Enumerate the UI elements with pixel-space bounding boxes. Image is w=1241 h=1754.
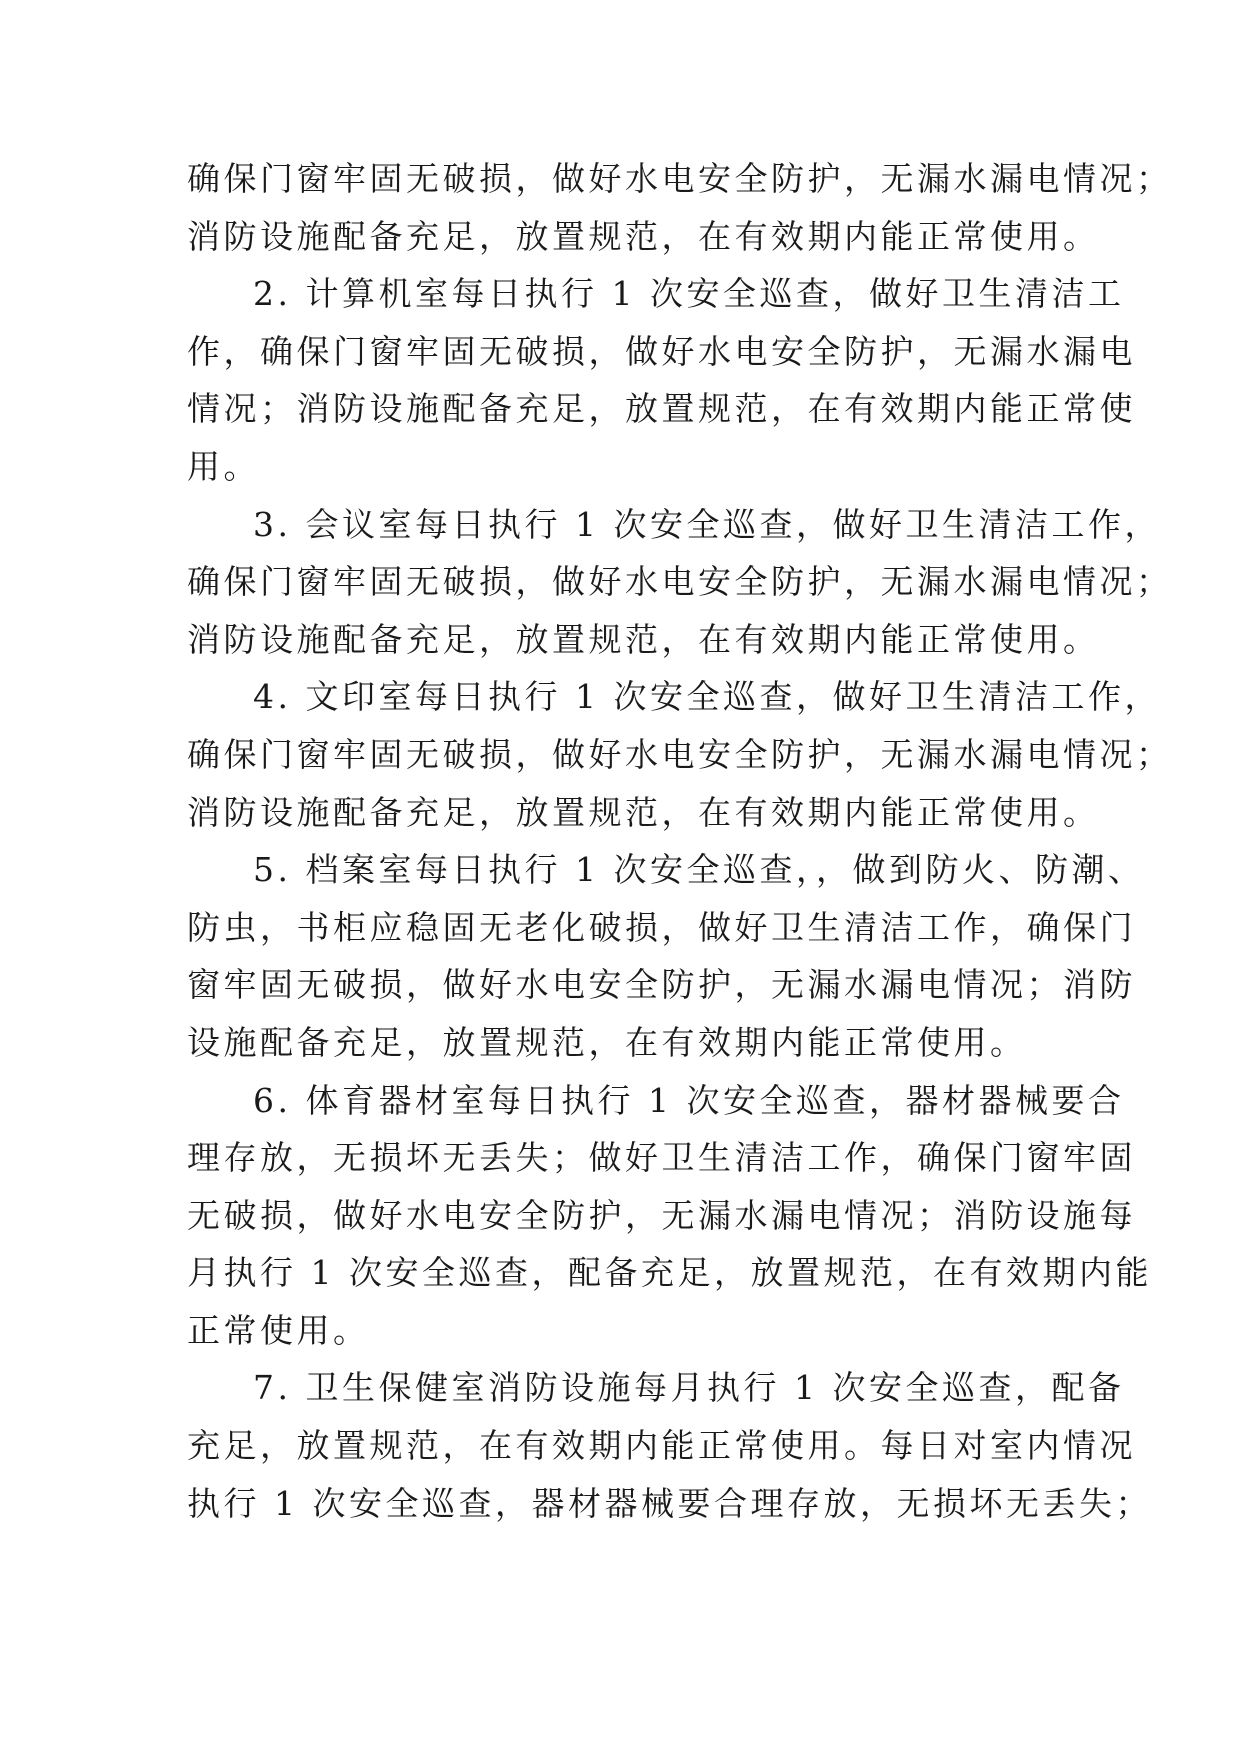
text-line: 无破损，做好水电安全防护，无漏水漏电情况；消防设施每 [187, 1195, 1136, 1235]
text-line: 设施配备充足，放置规范，在有效期内能正常使用。 [187, 1022, 1027, 1062]
text-line: 4. 文印室每日执行 1 次安全巡查，做好卫生清洁工作， [253, 677, 1161, 717]
text-line: 6. 体育器材室每日执行 1 次安全巡查，器材器械要合 [253, 1080, 1125, 1120]
text-line: 用。 [187, 446, 260, 486]
text-line: 确保门窗牢固无破损，做好水电安全防护，无漏水漏电情况； [187, 562, 1173, 602]
document-body [187, 150, 1173, 1532]
text-line: 消防设施配备充足，放置规范，在有效期内能正常使用。 [187, 619, 1100, 659]
text-line: 确保门窗牢固无破损，做好水电安全防护，无漏水漏电情况； [187, 159, 1173, 198]
text-line: 充足，放置规范，在有效期内能正常使用。每日对室内情况 [187, 1426, 1136, 1466]
text-line: 情况；消防设施配备充足，放置规范，在有效期内能正常使 [187, 389, 1136, 429]
text-line: 理存放，无损坏无丢失；做好卫生清洁工作，确保门窗牢固 [187, 1138, 1136, 1178]
text-line: 月执行 1 次安全巡查，配备充足，放置规范，在有效期内能 [187, 1253, 1152, 1293]
text-line: 3. 会议室每日执行 1 次安全巡查，做好卫生清洁工作， [253, 504, 1161, 544]
text-line: 消防设施配备充足，放置规范，在有效期内能正常使用。 [187, 216, 1100, 256]
text-line: 5. 档案室每日执行 1 次安全巡查，，做到防火、防潮、 [253, 850, 1145, 890]
text-line: 2. 计算机室每日执行 1 次安全巡查，做好卫生清洁工 [253, 274, 1125, 314]
text-line: 消防设施配备充足，放置规范，在有效期内能正常使用。 [187, 792, 1100, 832]
text-line: 7. 卫生保健室消防设施每月执行 1 次安全巡查，配备 [253, 1368, 1125, 1408]
text-line: 正常使用。 [187, 1310, 370, 1350]
text-line: 确保门窗牢固无破损，做好水电安全防护，无漏水漏电情况； [187, 734, 1173, 774]
text-line: 防虫，书柜应稳固无老化破损，做好卫生清洁工作，确保门 [187, 907, 1136, 947]
text-line: 窗牢固无破损，做好水电安全防护，无漏水漏电情况；消防 [187, 965, 1136, 1005]
text-line: 作，确保门窗牢固无破损，做好水电安全防护，无漏水漏电 [187, 331, 1136, 371]
text-line: 执行 1 次安全巡查，器材器械要合理存放，无损坏无丢失； [187, 1483, 1152, 1523]
